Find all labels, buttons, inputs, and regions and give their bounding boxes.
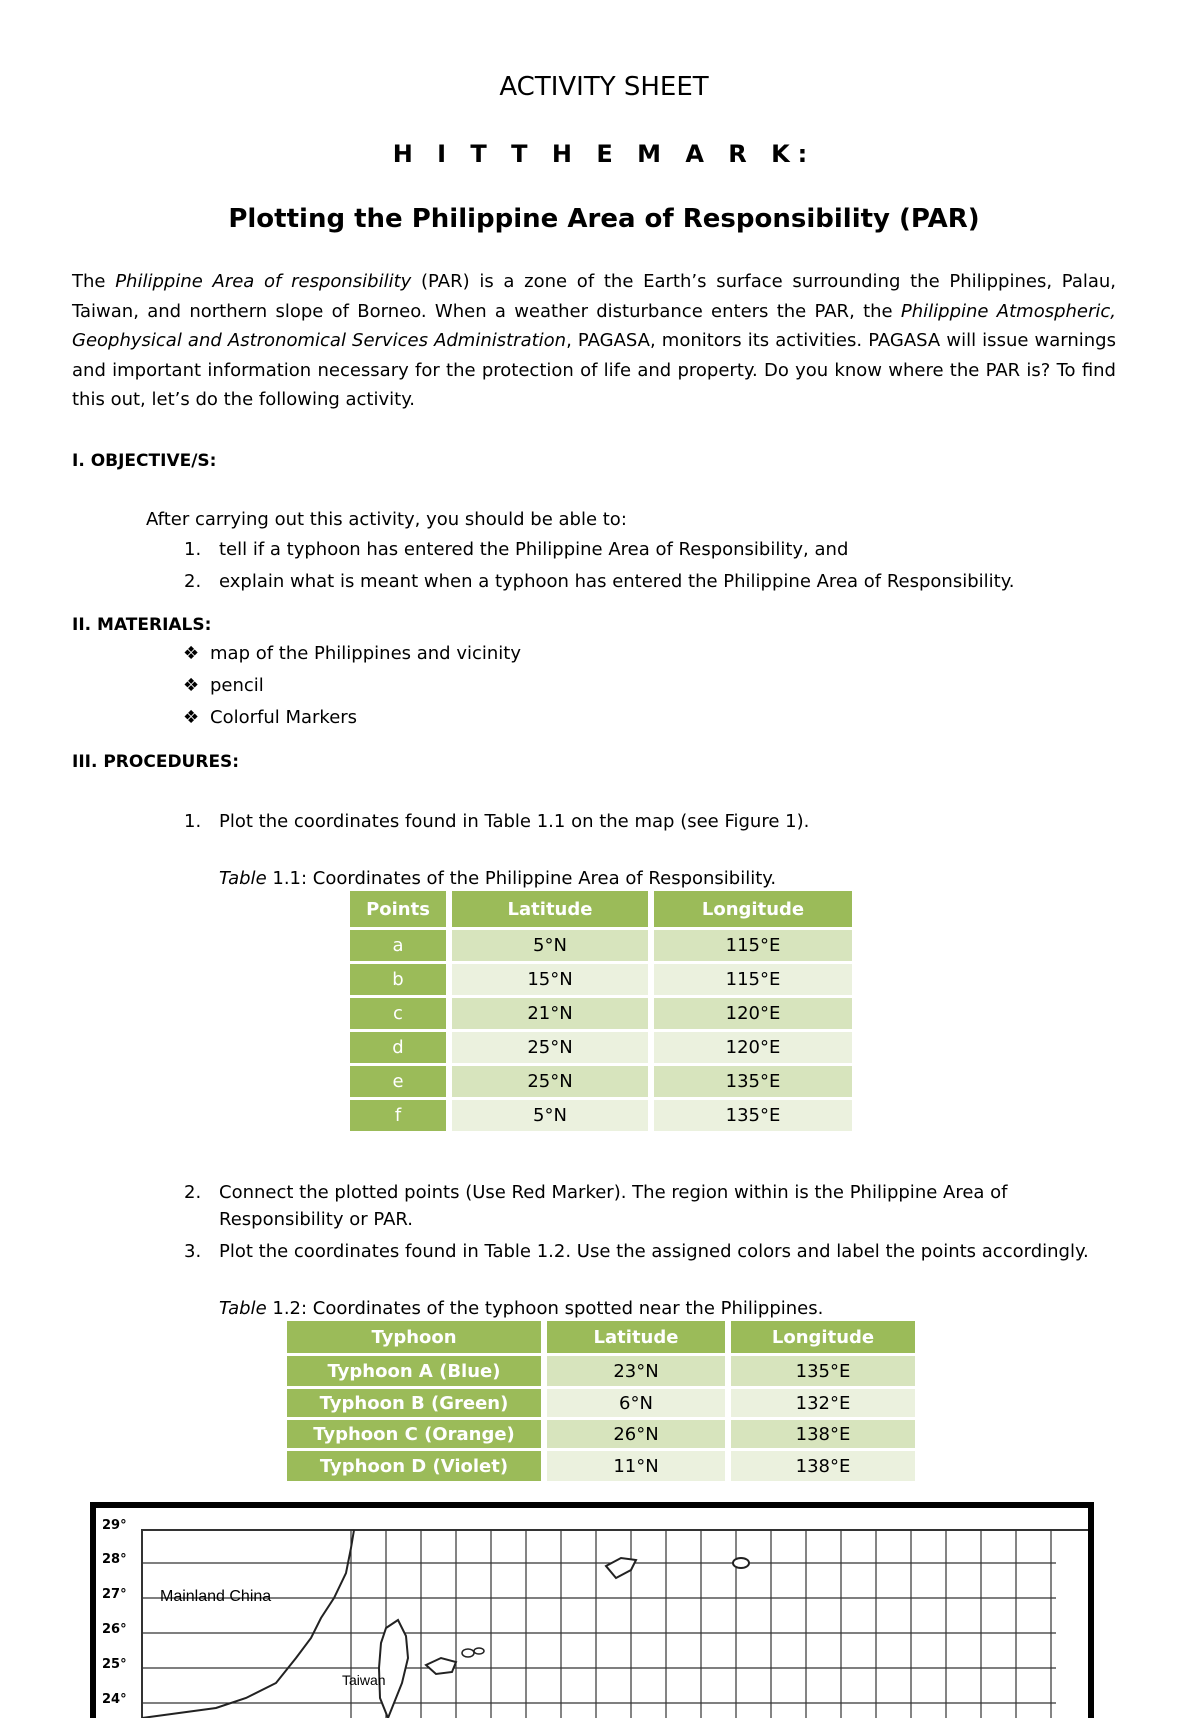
- table-row: [350, 1032, 852, 1063]
- table-cell: c: [350, 998, 446, 1029]
- intro-text-1: The: [72, 271, 116, 292]
- table-cell: f: [350, 1100, 446, 1131]
- step-3: Plot the coordinates found in Table 1.2. Use the assigned colors and label the points accordingly.: [219, 1241, 1089, 1262]
- table-cell: 135°E: [654, 1100, 852, 1131]
- bullet-icon: ❖: [183, 643, 200, 664]
- document-subtitle: H I T T H E M A R K:: [392, 140, 816, 168]
- table-cell: 11°N: [547, 1451, 725, 1481]
- table2-caption-text: 1.2: Coordinates of the typhoon spotted near the Philippines.: [266, 1298, 824, 1319]
- table-row: [350, 998, 852, 1029]
- objective-item-1: tell if a typhoon has entered the Philippine Area of Responsibility, and: [219, 539, 849, 560]
- table-header-row: [350, 891, 852, 927]
- table-cell: 15°N: [452, 964, 648, 995]
- lat-label-27: 27°: [102, 1587, 127, 1602]
- table-header: Longitude: [654, 891, 852, 927]
- table-cell: 138°E: [731, 1420, 915, 1448]
- table-row: [350, 1066, 852, 1097]
- table-cell: Typhoon C (Orange): [287, 1420, 541, 1448]
- step-number-3: 3.: [184, 1241, 202, 1262]
- table-row: [350, 930, 852, 961]
- table-row: [287, 1389, 915, 1417]
- table-cell: 135°E: [731, 1356, 915, 1386]
- table-cell: Typhoon D (Violet): [287, 1451, 541, 1481]
- bullet-icon: ❖: [183, 707, 200, 728]
- china-coastline: [142, 1530, 354, 1718]
- table-cell: Typhoon B (Green): [287, 1389, 541, 1417]
- ryukyu-island-2: [733, 1558, 749, 1568]
- objective-number-1: 1.: [184, 539, 202, 560]
- materials-heading: II. MATERIALS:: [72, 615, 212, 635]
- table-row: [287, 1356, 915, 1386]
- step-number-2: 2.: [184, 1182, 202, 1203]
- objectives-heading: I. OBJECTIVE/S:: [72, 451, 217, 471]
- table-cell: 21°N: [452, 998, 648, 1029]
- table-cell: a: [350, 930, 446, 961]
- lat-label-25: 25°: [102, 1657, 127, 1672]
- table-cell: 5°N: [452, 930, 648, 961]
- intro-paragraph: [72, 267, 1116, 415]
- table-cell: 6°N: [547, 1389, 725, 1417]
- table-cell: b: [350, 964, 446, 995]
- material-item-2: pencil: [210, 675, 264, 696]
- typhoon-coordinates-table: [281, 1318, 921, 1484]
- table-cell: 135°E: [654, 1066, 852, 1097]
- intro-text-2: (PAR) is a zone of the Earth’s surface surrounding the Philippines, Palau, Taiwan, and northern slope of Borneo. When a weather disturbance enters the PAR, the: [72, 271, 1117, 322]
- label-taiwan: Taiwan: [342, 1672, 386, 1688]
- ryukyu-island-4: [462, 1649, 474, 1657]
- ryukyu-island-5: [474, 1648, 484, 1654]
- table-cell: 120°E: [654, 1032, 852, 1063]
- table-row: [287, 1420, 915, 1448]
- lat-label-29: 29°: [102, 1518, 127, 1533]
- table-cell: 25°N: [452, 1032, 648, 1063]
- table-cell: d: [350, 1032, 446, 1063]
- procedures-heading: III. PROCEDURES:: [72, 752, 240, 772]
- intro-italic-pagasa: Philippine Atmospheric, Geophysical and Astronomical Services Administration: [72, 300, 1117, 351]
- table2-caption: [219, 1298, 823, 1319]
- table-header: Typhoon: [287, 1321, 541, 1353]
- table-cell: 120°E: [654, 998, 852, 1029]
- document-title: ACTIVITY SHEET: [499, 72, 709, 102]
- table-cell: 26°N: [547, 1420, 725, 1448]
- step-2-line-2: Responsibility or PAR.: [219, 1209, 413, 1230]
- table-header: Latitude: [452, 891, 648, 927]
- map-svg: [96, 1508, 1088, 1718]
- step-number-1: 1.: [184, 811, 202, 832]
- lat-label-24: 24°: [102, 1692, 127, 1707]
- table-header-row: [287, 1321, 915, 1353]
- label-mainland-china: Mainland China: [160, 1588, 272, 1605]
- intro-italic-par: Philippine Area of responsibility: [115, 271, 412, 292]
- map-figure: [90, 1502, 1094, 1718]
- bullet-icon: ❖: [183, 675, 200, 696]
- table-cell: 23°N: [547, 1356, 725, 1386]
- table1-caption-text: 1.1: Coordinates of the Philippine Area of Responsibility.: [266, 868, 777, 889]
- step-1: Plot the coordinates found in Table 1.1 on the map (see Figure 1).: [219, 811, 810, 832]
- table-cell: e: [350, 1066, 446, 1097]
- material-item-3: Colorful Markers: [210, 707, 358, 728]
- table-cell: 138°E: [731, 1451, 915, 1481]
- table-cell: Typhoon A (Blue): [287, 1356, 541, 1386]
- table-header: Latitude: [547, 1321, 725, 1353]
- objective-item-2: explain what is meant when a typhoon has entered the Philippine Area of Responsibility.: [219, 571, 1015, 592]
- table1-caption: [219, 868, 776, 889]
- table-cell: 5°N: [452, 1100, 648, 1131]
- map-grid: [142, 1530, 1088, 1718]
- lat-label-28: 28°: [102, 1552, 127, 1567]
- table2-caption-italic: Table: [219, 1298, 267, 1319]
- table-cell: 115°E: [654, 964, 852, 995]
- table1-caption-italic: Table: [219, 868, 267, 889]
- ryukyu-island-3: [426, 1658, 456, 1674]
- table-row: [350, 1100, 852, 1131]
- lat-label-26: 26°: [102, 1622, 127, 1637]
- material-item-1: map of the Philippines and vicinity: [210, 643, 522, 664]
- table-cell: 132°E: [731, 1389, 915, 1417]
- objective-number-2: 2.: [184, 571, 202, 592]
- table-header: Points: [350, 891, 446, 927]
- table-cell: 115°E: [654, 930, 852, 961]
- table-cell: 25°N: [452, 1066, 648, 1097]
- par-coordinates-table: [344, 888, 858, 1134]
- objectives-lead: After carrying out this activity, you should be able to:: [146, 509, 627, 530]
- activity-heading: Plotting the Philippine Area of Responsibility (PAR): [228, 204, 980, 234]
- table-row: [350, 964, 852, 995]
- intro-text-3: , PAGASA, monitors its activities. PAGASA will issue warnings and important information necessary for the protection of life and property. Do you know where the PAR is? To find this out, let’s do the following activity.: [72, 330, 1116, 410]
- table-header: Longitude: [731, 1321, 915, 1353]
- table-row: [287, 1451, 915, 1481]
- step-2-line-1: Connect the plotted points (Use Red Marker). The region within is the Philippine Area of: [219, 1182, 1008, 1203]
